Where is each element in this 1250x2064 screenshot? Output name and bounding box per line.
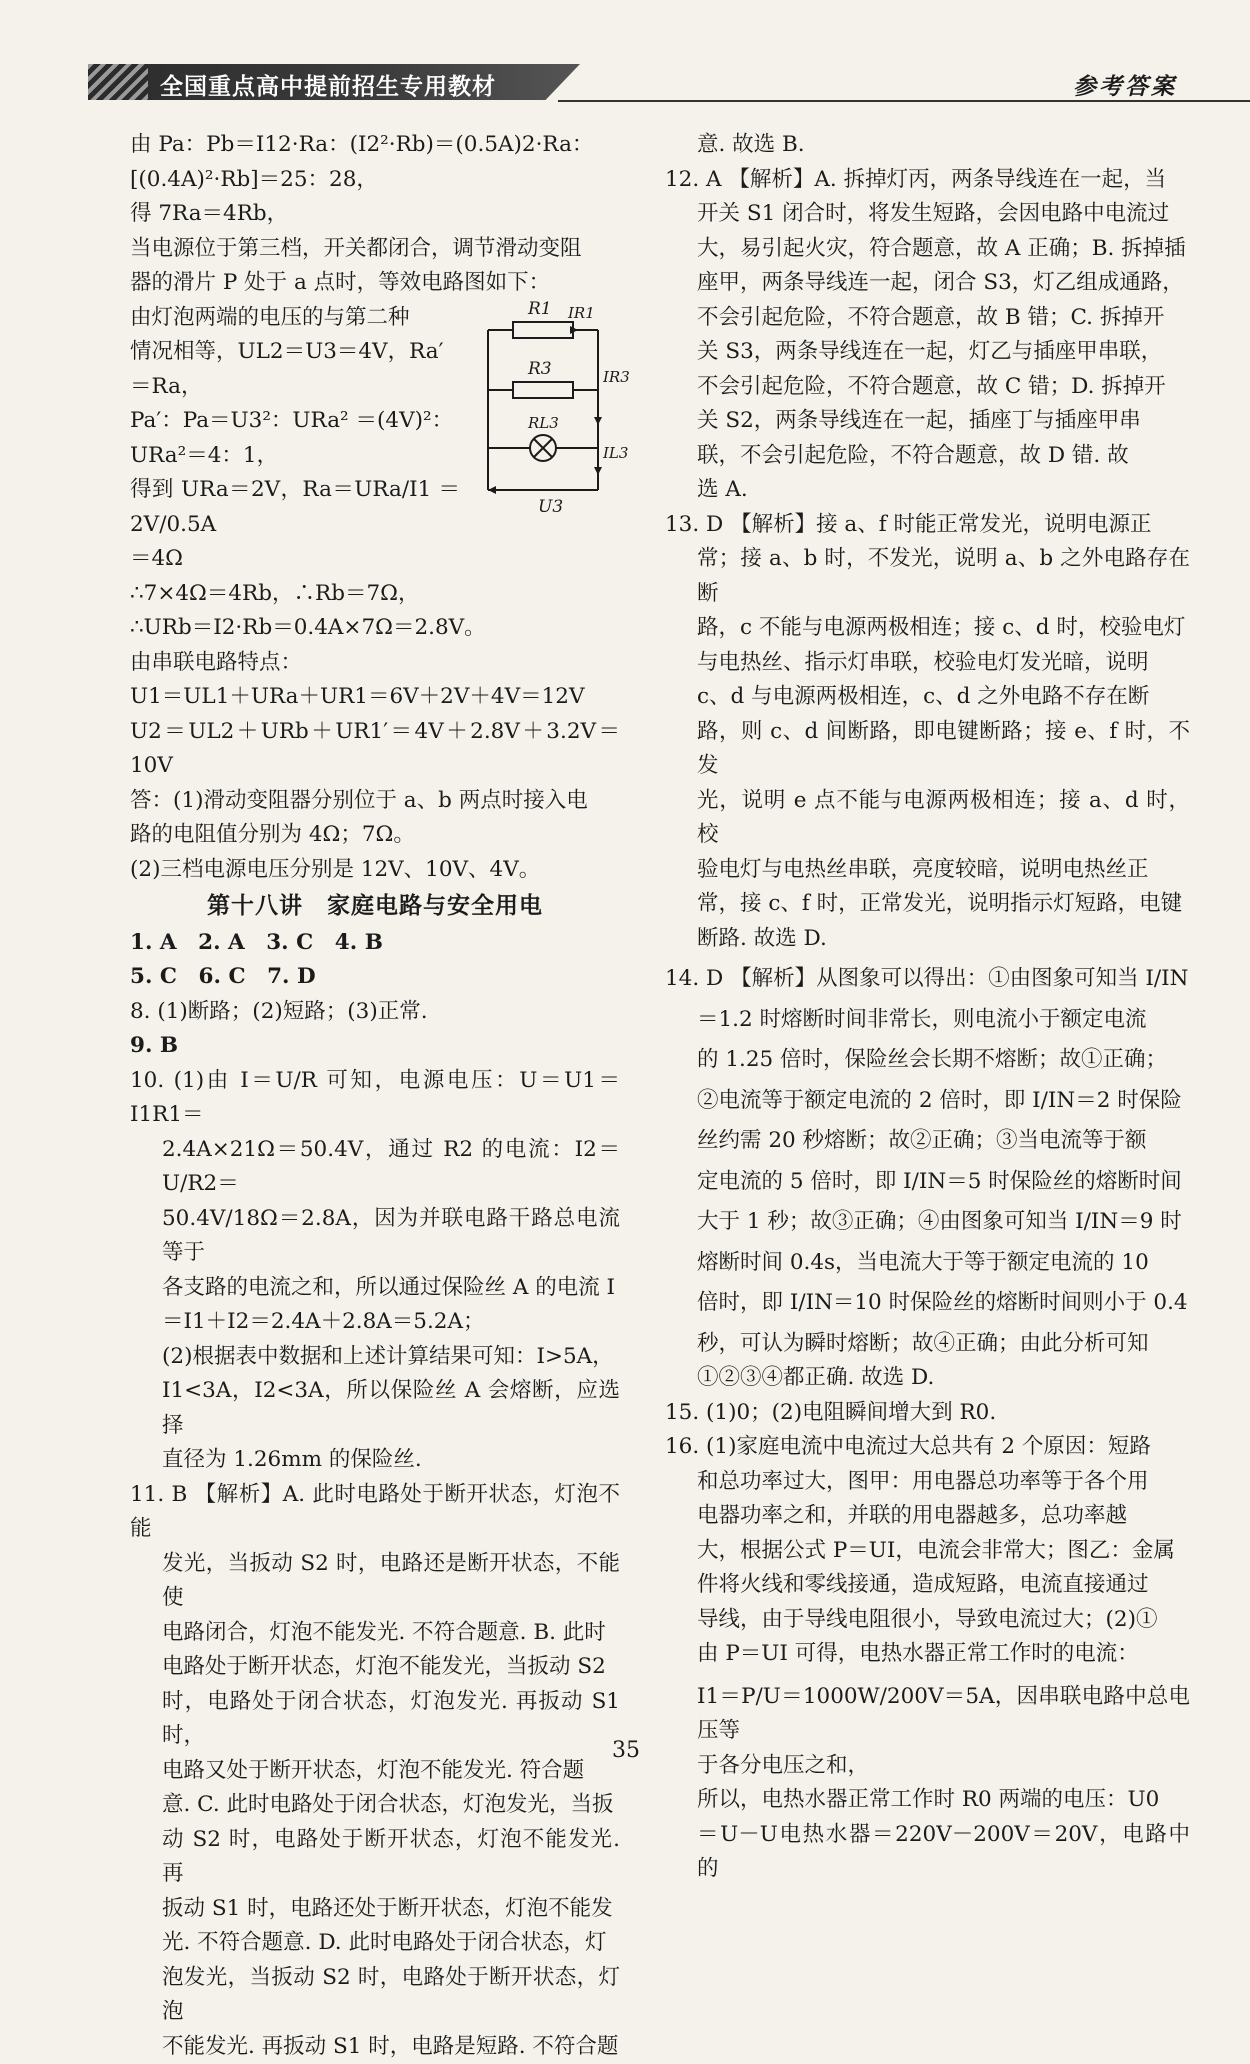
equivalent-circuit-diagram [468,290,638,520]
text-line: 2.4A×21Ω＝50.4V，通过 R2 的电流：I2＝U/R2＝ [130,1133,620,1202]
text-line: 12. A 【解析】A. 拆掉灯丙，两条导线连在一起，当 [665,163,1190,198]
right-column [665,128,1190,1887]
text-line: ＝U－U电热水器＝220V－200V＝20V，电路中的 [665,1818,1190,1887]
label-rl3: RL3 [527,414,559,432]
text-line: 50.4V/18Ω＝2.8A，因为并联电路干路总电流等于 [130,1202,620,1271]
text-line: 丝约需 20 秒熔断；故②正确；③当电流等于额 [665,1124,1190,1159]
text-line: U1＝UL1＋URa＋UR1＝6V＋2V＋4V＝12V [130,680,620,715]
text-line: ∴URb＝I2·Rb＝0.4A×7Ω＝2.8V。 [130,611,620,646]
text-line: (2)三档电源电压分别是 12V、10V、4V。 [130,853,620,888]
page-number: 35 [612,1738,640,1763]
resistor-r3 [513,382,573,398]
text-line: 联，不会引起危险，不符合题意，故 D 错. 故 [665,439,1190,474]
text-line: 器的滑片 P 处于 a 点时，等效电路图如下： [130,266,620,301]
text-line: 由 Pa：Pb＝I12·Ra：(I2²·Rb)＝(0.5A)2·Ra： [130,128,620,163]
text-line: 时，电路处于闭合状态，灯泡发光. 再扳动 S1 时， [130,1685,620,1754]
text-line: 路，c 不能与电源两极相连；接 c、d 时，校验电灯 [665,611,1190,646]
text-line: 答：(1)滑动变阻器分别位于 a、b 两点时接入电 [130,784,620,819]
text-line: 大，易引起火灾，符合题意，故 A 正确；B. 拆掉插 [665,232,1190,267]
text-line: 不会引起危险，不符合题意，故 C 错；D. 拆掉开 [665,370,1190,405]
text-line: 意. C. 此时电路处于闭合状态，灯泡发光，当扳 [130,1788,620,1823]
text-line: Pa′：Pa＝U3²：URa² ＝(4V)²： [130,404,460,439]
text-line: 验电灯与电热丝串联，亮度较暗，说明电热丝正 [665,853,1190,888]
text-line: 电路又处于断开状态，灯泡不能发光. 符合题 [130,1754,620,1789]
answer-line: 1. A 2. A 3. C 4. B [130,926,620,961]
text-line: I1＝P/U＝1000W/200V＝5A，因串联电路中总电压等 [665,1680,1190,1749]
text-line: 熔断时间 0.4s，当电流大于等于额定电流的 10 [665,1246,1190,1281]
label-u3: U3 [538,497,563,517]
text-line: 扳动 S1 时，电路还处于断开状态，灯泡不能发 [130,1892,620,1927]
text-line: ＝I1＋I2＝2.4A＋2.8A＝5.2A； [130,1305,620,1340]
text-line: 大于 1 秒；故③正确；④由图象可知当 I/IN＝9 时 [665,1205,1190,1240]
text-line: 情况相等，UL2＝U3＝4V，Ra′ [130,335,460,370]
answer-line: 8. (1)断路；(2)短路；(3)正常. [130,995,620,1030]
text-line: 倍时，即 I/IN＝10 时保险丝的熔断时间则小于 0.4 [665,1286,1190,1321]
text-line: ①②③④都正确. 故选 D. [665,1361,1190,1396]
text-line: 和总功率过大，图甲：用电器总功率等于各个用 [665,1465,1190,1500]
text-line: 11. B 【解析】A. 此时电路处于断开状态，灯泡不能 [130,1478,620,1547]
label-il3: IL3 [602,444,628,462]
text-line: 不能发光. 再扳动 S1 时，电路是短路. 不符合题 [130,2030,620,2064]
text-line: 电器功率之和，并联的用电器越多，总功率越 [665,1499,1190,1534]
text-line: 常；接 a、b 时，不发光，说明 a、b 之外电路存在断 [665,542,1190,611]
label-r1: R1 [527,299,552,319]
text-line: (2)根据表中数据和上述计算结果可知：I>5A， [130,1340,620,1375]
text-line: 10. (1)由 I＝U/R 可知，电源电压：U＝U1＝I1R1＝ [130,1064,620,1133]
text-line: 光. 不符合题意. D. 此时电路处于闭合状态，灯 [130,1926,620,1961]
label-ir3: IR3 [602,368,630,386]
resistor-r1 [513,322,573,338]
text-line: c、d 与电源两极相连，c、d 之外电路不存在断 [665,680,1190,715]
text-line: 直径为 1.26mm 的保险丝. [130,1443,620,1478]
header-title: 全国重点高中提前招生专用教材 [160,68,496,101]
text-line: 不会引起危险，不符合题意，故 B 错；C. 拆掉开 [665,301,1190,336]
text-line: 开关 S1 闭合时，将发生短路，会因电路中电流过 [665,197,1190,232]
text-line: 16. (1)家庭电流中电流过大总共有 2 个原因：短路 [665,1430,1190,1465]
text-line: 导线，由于导线电阻很小，导致电流过大；(2)① [665,1603,1190,1638]
page-header [88,62,1188,102]
text-line: 动 S2 时，电路处于断开状态，灯泡不能发光. 再 [130,1823,620,1892]
text-line: ＝Ra， [130,370,460,405]
text-line: 当电源位于第三档，开关都闭合，调节滑动变阻 [130,232,620,267]
text-line: [(0.4A)²·Rb]＝25：28， [130,163,620,198]
answer-line: 5. C 6. C 7. D [130,960,620,995]
text-line: 路的电阻值分别为 4Ω；7Ω。 [130,818,620,853]
text-line: 断路. 故选 D. [665,922,1190,957]
text-line: 大，根据公式 P＝UI，电流会非常大；图乙：金属 [665,1534,1190,1569]
text-line: 由灯泡两端的电压的与第二种 [130,301,460,336]
text-line: 光，说明 e 点不能与电源两极相连；接 a、d 时，校 [665,784,1190,853]
text-line: I1<3A，I2<3A，所以保险丝 A 会熔断，应选择 [130,1374,620,1443]
text-line: 秒，可认为瞬时熔断；故④正确；由此分析可知 [665,1327,1190,1362]
label-ir1: IR1 [567,304,595,322]
text-line: 泡发光，当扳动 S2 时，电路处于断开状态，灯泡 [130,1961,620,2030]
text-line: 各支路的电流之和，所以通过保险丝 A 的电流 I [130,1271,620,1306]
text-line: 13. D 【解析】接 a、f 时能正常发光，说明电源正 [665,508,1190,543]
section-title: 第十八讲 家庭电路与安全用电 [130,889,620,924]
label-r3: R3 [527,359,552,379]
text-line: URa²＝4：1， [130,439,460,474]
text-line: 定电流的 5 倍时，即 I/IN＝5 时保险丝的熔断时间 [665,1165,1190,1200]
text-line: 由 P＝UI 可得，电热水器正常工作时的电流： [665,1637,1190,1672]
text-line: 意. 故选 B. [665,128,1190,163]
text-line: 关 S3，两条导线连在一起，灯乙与插座甲串联， [665,335,1190,370]
text-line: 路，则 c、d 间断路，即电键断路；接 e、f 时，不发 [665,715,1190,784]
text-line: 由串联电路特点： [130,646,620,681]
text-line: 所以，电热水器正常工作时 R0 两端的电压：U0 [665,1783,1190,1818]
text-line: 14. D 【解析】从图象可以得出：①由图象可知当 I/IN [665,962,1190,997]
text-line: ∴7×4Ω＝4Rb，∴Rb＝7Ω， [130,577,620,612]
text-line: 发光，当扳动 S2 时，电路还是断开状态，不能使 [130,1547,620,1616]
answer-line: 9. B [130,1029,620,1064]
text-line: 座甲，两条导线连一起，闭合 S3，灯乙组成通路， [665,266,1190,301]
text-line: 与电热丝、指示灯串联，校验电灯发光暗，说明 [665,646,1190,681]
text-line: ＝4Ω [130,542,620,577]
text-line: ＝1.2 时熔断时间非常长，则电流小于额定电流 [665,1003,1190,1038]
text-line: 得到 URa＝2V，Ra＝URa/I1 ＝ 2V/0.5A [130,473,460,542]
text-line: 15. (1)0；(2)电阻瞬间增大到 R0. [665,1396,1190,1431]
text-line: 关 S2，两条导线连在一起，插座丁与插座甲串 [665,404,1190,439]
text-line: 常，接 c、f 时，正常发光，说明指示灯短路，电键 [665,887,1190,922]
text-line: 电路闭合，灯泡不能发光. 不符合题意. B. 此时 [130,1616,620,1651]
text-line: 电路处于断开状态，灯泡不能发光，当扳动 S2 [130,1650,620,1685]
text-line: 得 7Ra＝4Rb， [130,197,620,232]
text-line: 于各分电压之和， [665,1749,1190,1784]
text-line: 件将火线和零线接通，造成短路，电流直接通过 [665,1568,1190,1603]
text-line: ②电流等于额定电流的 2 倍时，即 I/IN＝2 时保险 [665,1084,1190,1119]
header-section-label: 参考答案 [1073,68,1177,101]
header-stripes-decoration [88,64,148,100]
text-line: 的 1.25 倍时，保险丝会长期不熔断；故①正确； [665,1043,1190,1078]
text-line: U2＝UL2＋URb＋UR1′＝4V＋2.8V＋3.2V＝10V [130,715,620,784]
text-line: 选 A. [665,473,1190,508]
